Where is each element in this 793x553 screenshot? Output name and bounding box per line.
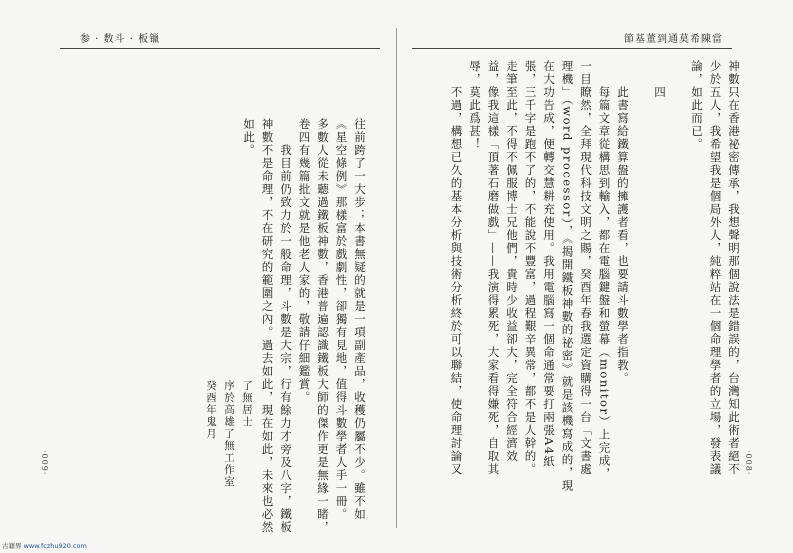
signature-place: 序於高雄了無工作室 xyxy=(223,380,235,488)
footer-site-name: 古籍界 xyxy=(2,542,22,550)
footer-watermark xyxy=(2,541,87,550)
right-header-rule xyxy=(412,48,732,49)
right-page-number: ·008· xyxy=(744,450,753,476)
left-page-body-text: 往前跨了一大步；本書無疑的就是一項副產品，收穫仍屬不少。雖不如 《星空條例》那樣富於戲劇性，卻獨有見地，值得斗數學者人手一冊。 多數人從未聽過鐵板神數，香港普遍認識鐵板大師的傑作更是無緣一睹， 卷四有幾篇批文就是他老人家的，敬請仔細鑑賞。 我目前仍致力於一般命理，斗數是大宗，行有餘力才旁及八字，鐵板 神數不是命理，不在研究的範圍之內。過去如此，現在如此，未來也必然 如此。 xyxy=(242,118,367,534)
right-page-body-text: 神數只在香港祕密傳承，我想聲明那個說法是錯誤的，台灣知此術者絕不 少於五人，我希望我是個局外人，純粹站在一個命理學者的立場，發表議 論，如此而已。 四 此書寫給鐵算盤的擁護者看，也要請斗數學者指教。 每篇文章從構思到輸入，都在電腦鍵盤和螢幕（monitor）上完成， 一目瞭然，全拜現代科技文明之賜，癸酉年春我選定資購得一台「文書處 理機」（word processor），《揭開鐵板神數的祕密》就是該機寫成的，現 在大功告成，便轉交慧耕充使用。我用電腦寫一個命通常要打兩張A4紙 張，三千字是跑不了的，不能說不豐富，過程艱辛異常，都不是人幹的。 走筆至此，不得不佩服博士兄他們，貴時少收益卻大，完全符合經濟效 益，像我這樣「頂著石磨做戲」——我演得累死，大家看得嫌死，自取其 辱，莫此爲甚！ 不過，構想已久的基本分析與技術分析終於可以聯結，使命理討論又 xyxy=(449,60,741,493)
right-page-header: 節基董到通莫希陳當 xyxy=(624,34,723,45)
signature-author: 了無居士 xyxy=(241,380,253,428)
footer-url-link[interactable]: www.fczhu920.com xyxy=(23,542,87,550)
left-page-number: ·009· xyxy=(40,450,49,476)
left-header-rule xyxy=(60,48,380,49)
page-fold-line xyxy=(396,28,397,528)
left-page-header: 参 · 数斗 · 板镴 xyxy=(80,34,161,45)
signature-date: 癸酉年鬼月 xyxy=(205,380,217,440)
